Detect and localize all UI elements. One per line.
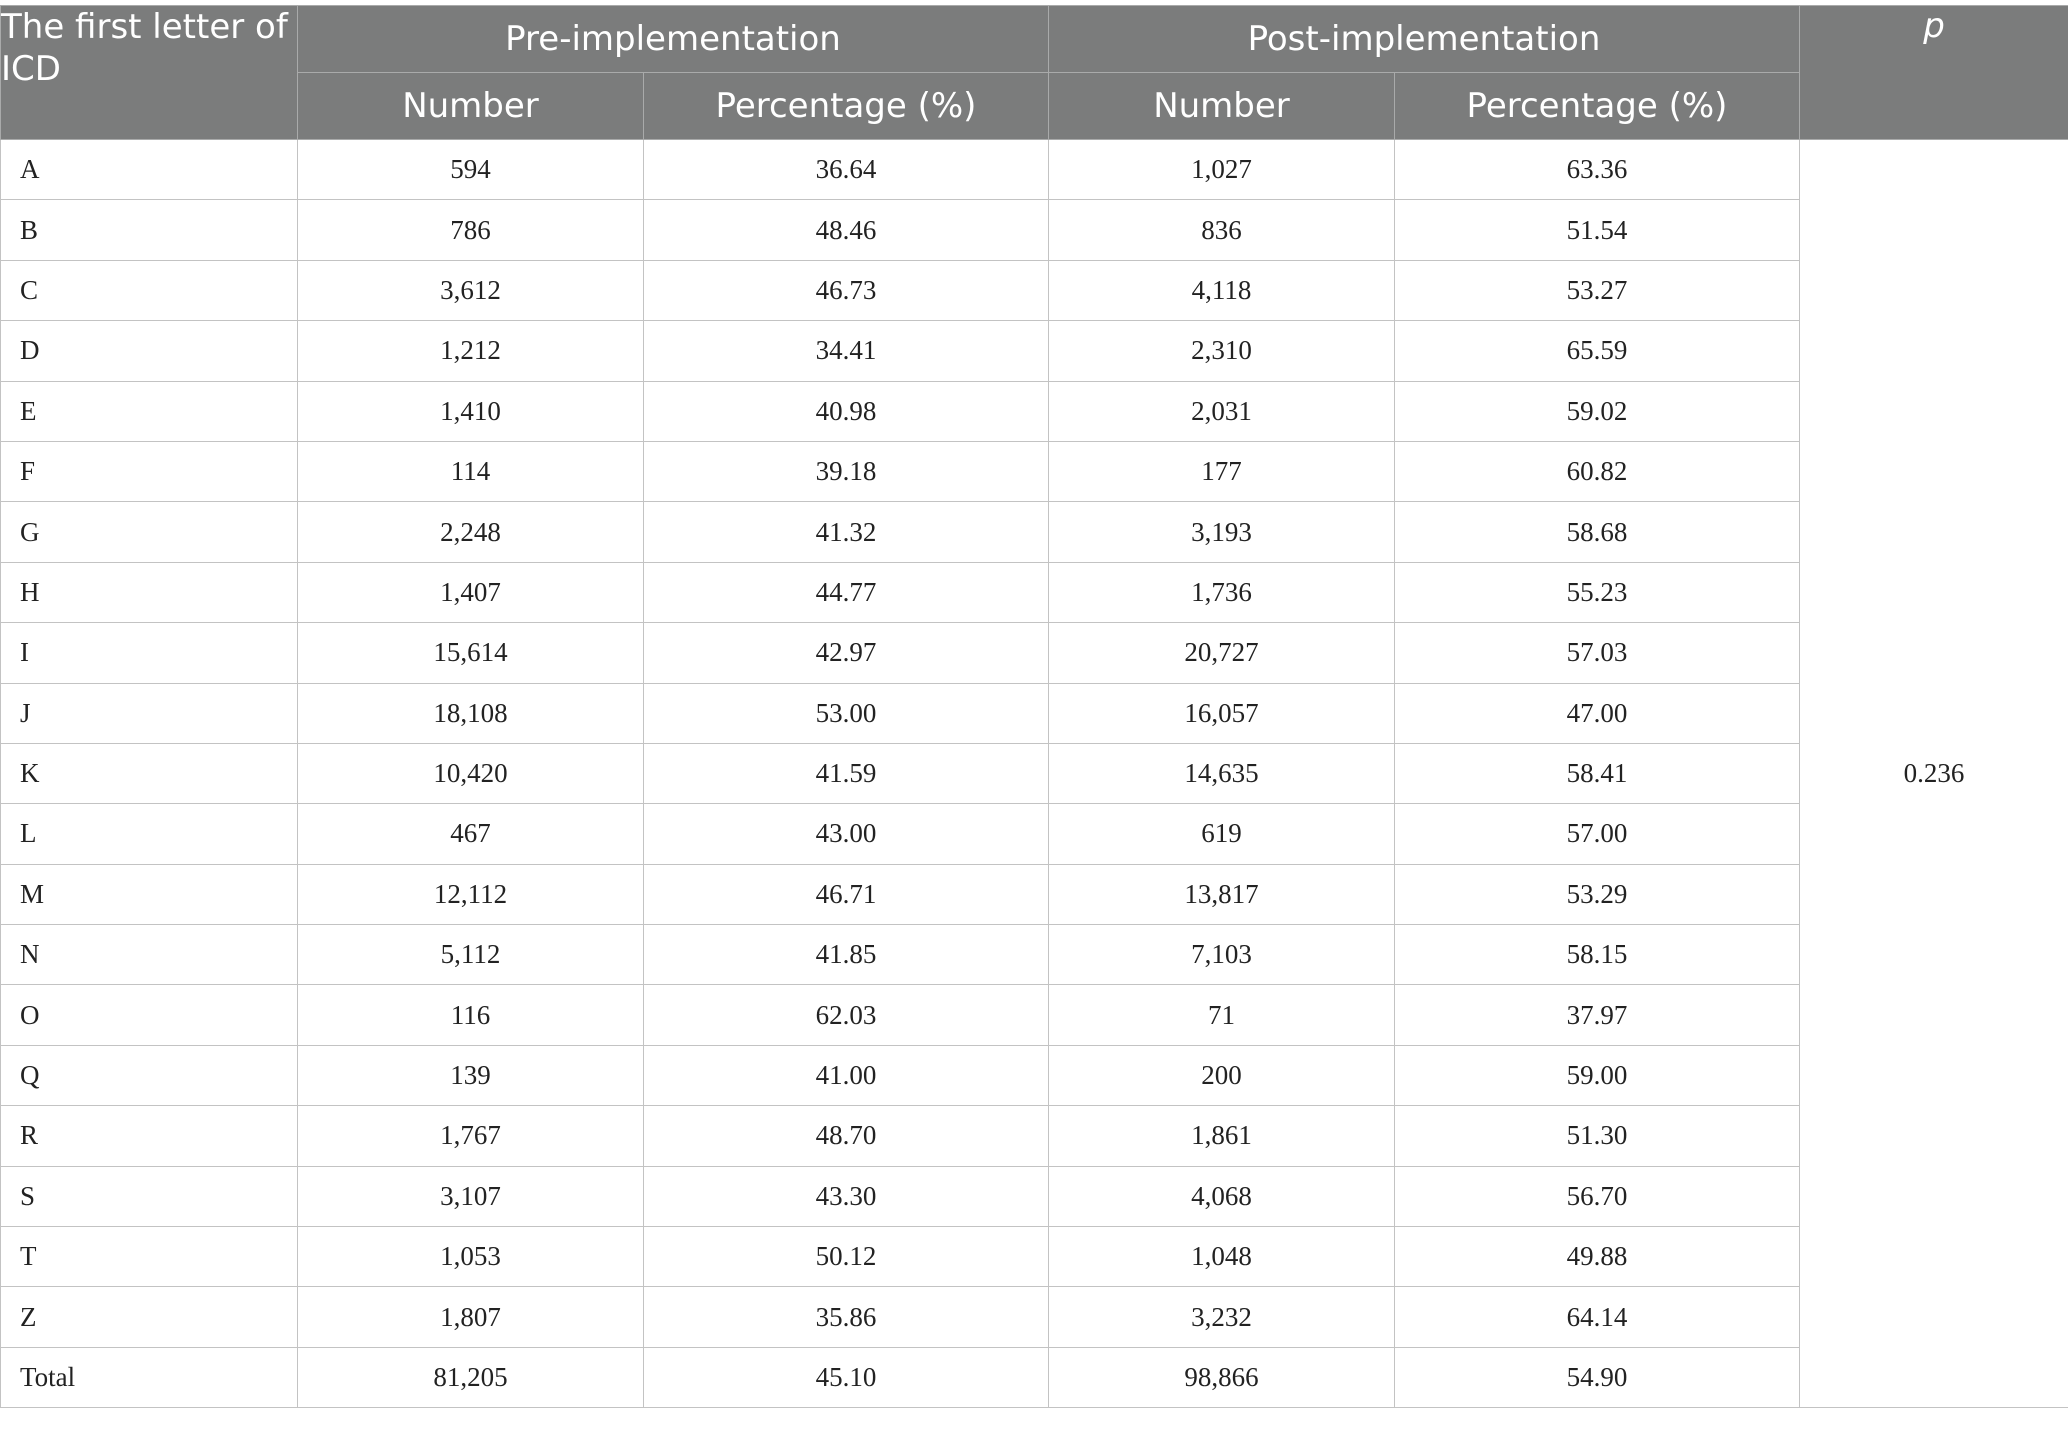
cell-pre-percentage: 50.12 — [644, 1227, 1049, 1287]
cell-post-percentage: 58.41 — [1395, 743, 1800, 803]
cell-post-number: 4,068 — [1049, 1166, 1395, 1226]
cell-pre-percentage: 41.59 — [644, 743, 1049, 803]
table-row — [1, 804, 2068, 864]
table-row — [1, 321, 2068, 381]
cell-pre-number: 3,107 — [298, 1166, 644, 1226]
header-post-number: Number — [1049, 73, 1395, 140]
cell-pre-percentage: 34.41 — [644, 321, 1049, 381]
cell-post-percentage: 57.03 — [1395, 623, 1800, 683]
header-pre-number: Number — [298, 73, 644, 140]
cell-letter: A — [1, 140, 298, 200]
cell-post-percentage: 54.90 — [1395, 1347, 1800, 1407]
header-first-letter: The first letter of ICD — [1, 6, 298, 140]
table-row — [1, 200, 2068, 260]
header-post-implementation: Post-implementation — [1049, 6, 1800, 73]
table-body — [1, 140, 2068, 1408]
cell-letter: Total — [1, 1347, 298, 1407]
cell-pre-number: 81,205 — [298, 1347, 644, 1407]
cell-post-percentage: 60.82 — [1395, 441, 1800, 501]
table-header — [1, 6, 2068, 140]
cell-pre-percentage: 62.03 — [644, 985, 1049, 1045]
cell-pre-number: 18,108 — [298, 683, 644, 743]
cell-post-number: 1,027 — [1049, 140, 1395, 200]
cell-pre-number: 1,767 — [298, 1106, 644, 1166]
cell-post-percentage: 49.88 — [1395, 1227, 1800, 1287]
cell-pre-number: 1,807 — [298, 1287, 644, 1347]
cell-post-percentage: 58.15 — [1395, 925, 1800, 985]
cell-pre-percentage: 48.70 — [644, 1106, 1049, 1166]
cell-letter: I — [1, 623, 298, 683]
cell-post-number: 20,727 — [1049, 623, 1395, 683]
table-row — [1, 381, 2068, 441]
cell-pre-percentage: 46.71 — [644, 864, 1049, 924]
cell-post-number: 7,103 — [1049, 925, 1395, 985]
header-p: p — [1800, 6, 2068, 140]
cell-letter: N — [1, 925, 298, 985]
cell-post-number: 14,635 — [1049, 743, 1395, 803]
table-row — [1, 441, 2068, 501]
header-pre-percentage: Percentage (%) — [644, 73, 1049, 140]
cell-pre-number: 786 — [298, 200, 644, 260]
cell-pre-number: 15,614 — [298, 623, 644, 683]
cell-pre-percentage: 45.10 — [644, 1347, 1049, 1407]
cell-post-number: 2,310 — [1049, 321, 1395, 381]
cell-letter: J — [1, 683, 298, 743]
table-row — [1, 1287, 2068, 1347]
cell-pre-number: 1,407 — [298, 562, 644, 622]
table-row — [1, 1166, 2068, 1226]
table-row — [1, 743, 2068, 803]
table-row — [1, 864, 2068, 924]
cell-post-number: 2,031 — [1049, 381, 1395, 441]
table-row — [1, 985, 2068, 1045]
cell-pre-number: 1,053 — [298, 1227, 644, 1287]
table-row — [1, 623, 2068, 683]
cell-letter: D — [1, 321, 298, 381]
header-post-percentage: Percentage (%) — [1395, 73, 1800, 140]
table-row — [1, 1045, 2068, 1105]
table-row — [1, 925, 2068, 985]
cell-post-percentage: 55.23 — [1395, 562, 1800, 622]
cell-letter: Q — [1, 1045, 298, 1105]
cell-pre-number: 2,248 — [298, 502, 644, 562]
cell-pre-percentage: 41.00 — [644, 1045, 1049, 1105]
cell-pre-percentage: 35.86 — [644, 1287, 1049, 1347]
cell-post-percentage: 59.02 — [1395, 381, 1800, 441]
cell-pre-number: 114 — [298, 441, 644, 501]
cell-letter: T — [1, 1227, 298, 1287]
cell-post-number: 1,861 — [1049, 1106, 1395, 1166]
cell-pre-number: 1,212 — [298, 321, 644, 381]
table-row — [1, 562, 2068, 622]
cell-post-number: 16,057 — [1049, 683, 1395, 743]
table-row — [1, 1106, 2068, 1166]
cell-post-percentage: 57.00 — [1395, 804, 1800, 864]
cell-letter: G — [1, 502, 298, 562]
cell-pre-percentage: 43.00 — [644, 804, 1049, 864]
cell-post-number: 13,817 — [1049, 864, 1395, 924]
cell-post-percentage: 37.97 — [1395, 985, 1800, 1045]
cell-pre-percentage: 53.00 — [644, 683, 1049, 743]
cell-pre-number: 5,112 — [298, 925, 644, 985]
cell-post-number: 619 — [1049, 804, 1395, 864]
cell-post-percentage: 51.30 — [1395, 1106, 1800, 1166]
cell-p-value: 0.236 — [1800, 140, 2068, 1408]
cell-post-percentage: 56.70 — [1395, 1166, 1800, 1226]
cell-pre-percentage: 41.85 — [644, 925, 1049, 985]
cell-pre-percentage: 41.32 — [644, 502, 1049, 562]
cell-letter: L — [1, 804, 298, 864]
cell-post-percentage: 65.59 — [1395, 321, 1800, 381]
cell-letter: H — [1, 562, 298, 622]
cell-post-number: 4,118 — [1049, 260, 1395, 320]
cell-post-percentage: 63.36 — [1395, 140, 1800, 200]
cell-letter: K — [1, 743, 298, 803]
icd-table — [0, 5, 2068, 1408]
cell-post-percentage: 59.00 — [1395, 1045, 1800, 1105]
header-row-sub — [1, 73, 2068, 140]
cell-pre-percentage: 43.30 — [644, 1166, 1049, 1226]
cell-post-number: 3,193 — [1049, 502, 1395, 562]
cell-post-number: 200 — [1049, 1045, 1395, 1105]
cell-post-percentage: 51.54 — [1395, 200, 1800, 260]
header-pre-implementation: Pre-implementation — [298, 6, 1049, 73]
cell-letter: B — [1, 200, 298, 260]
table-row — [1, 683, 2068, 743]
table-row — [1, 1227, 2068, 1287]
cell-letter: E — [1, 381, 298, 441]
cell-pre-percentage: 46.73 — [644, 260, 1049, 320]
cell-pre-number: 12,112 — [298, 864, 644, 924]
cell-letter: S — [1, 1166, 298, 1226]
cell-post-number: 98,866 — [1049, 1347, 1395, 1407]
cell-pre-number: 10,420 — [298, 743, 644, 803]
cell-post-percentage: 53.29 — [1395, 864, 1800, 924]
cell-pre-number: 139 — [298, 1045, 644, 1105]
table-row — [1, 140, 2068, 200]
cell-post-percentage: 64.14 — [1395, 1287, 1800, 1347]
cell-post-number: 3,232 — [1049, 1287, 1395, 1347]
cell-post-number: 1,736 — [1049, 562, 1395, 622]
cell-pre-percentage: 39.18 — [644, 441, 1049, 501]
cell-letter: M — [1, 864, 298, 924]
cell-post-percentage: 47.00 — [1395, 683, 1800, 743]
cell-pre-number: 467 — [298, 804, 644, 864]
cell-post-number: 177 — [1049, 441, 1395, 501]
cell-post-number: 836 — [1049, 200, 1395, 260]
cell-letter: C — [1, 260, 298, 320]
cell-post-number: 71 — [1049, 985, 1395, 1045]
cell-letter: R — [1, 1106, 298, 1166]
cell-pre-percentage: 44.77 — [644, 562, 1049, 622]
cell-pre-percentage: 48.46 — [644, 200, 1049, 260]
cell-letter: O — [1, 985, 298, 1045]
cell-letter: Z — [1, 1287, 298, 1347]
cell-pre-percentage: 36.64 — [644, 140, 1049, 200]
table-row — [1, 1347, 2068, 1407]
cell-post-percentage: 53.27 — [1395, 260, 1800, 320]
cell-post-percentage: 58.68 — [1395, 502, 1800, 562]
cell-pre-percentage: 42.97 — [644, 623, 1049, 683]
table-row — [1, 502, 2068, 562]
cell-pre-number: 594 — [298, 140, 644, 200]
cell-pre-number: 116 — [298, 985, 644, 1045]
cell-pre-percentage: 40.98 — [644, 381, 1049, 441]
cell-letter: F — [1, 441, 298, 501]
cell-pre-number: 1,410 — [298, 381, 644, 441]
header-row-groups — [1, 6, 2068, 73]
table-row — [1, 260, 2068, 320]
cell-pre-number: 3,612 — [298, 260, 644, 320]
cell-post-number: 1,048 — [1049, 1227, 1395, 1287]
